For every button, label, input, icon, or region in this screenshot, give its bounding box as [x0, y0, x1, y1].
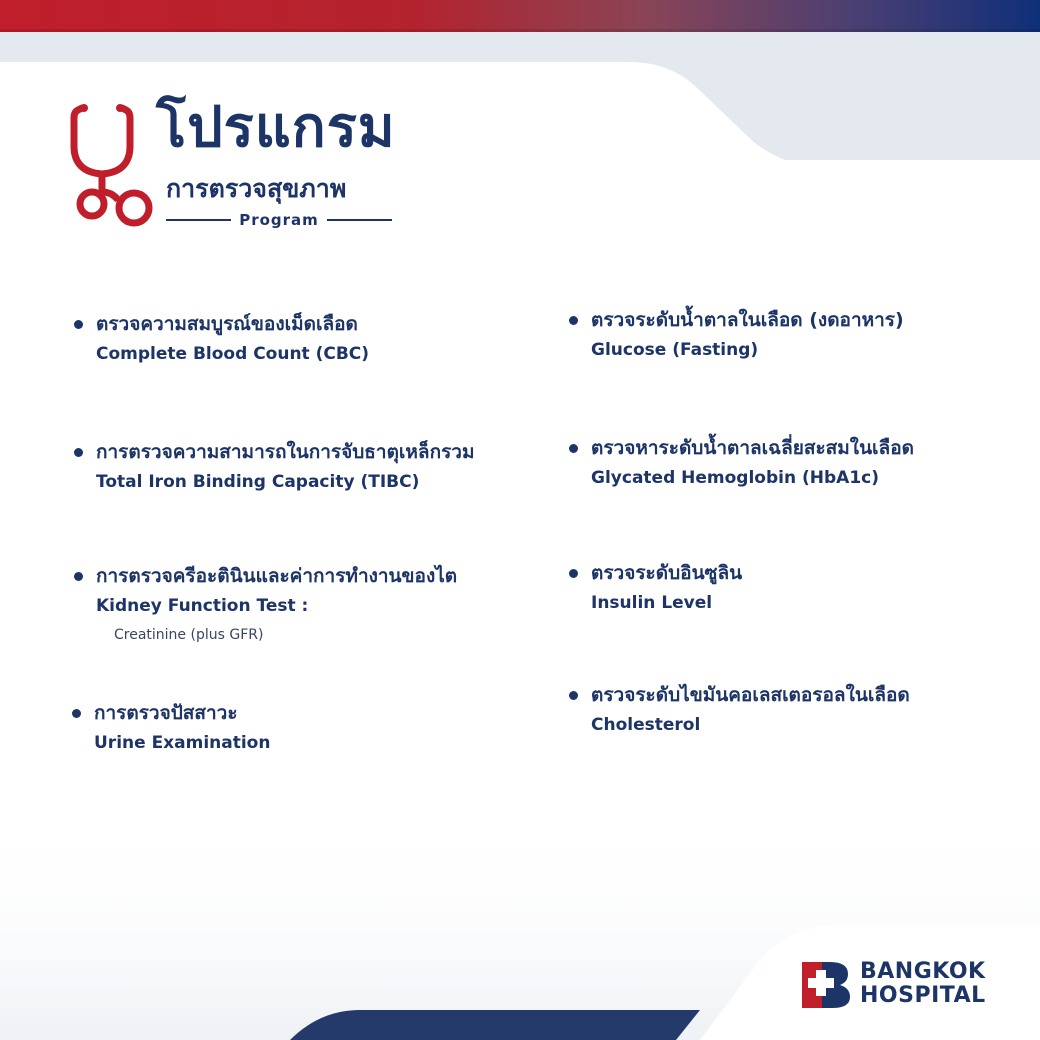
item-thai-label: การตรวจปัสสาวะ: [94, 702, 238, 724]
item-english-label: Urine Examination: [94, 733, 271, 753]
item-thai-label: ตรวจความสมบูรณ์ของเม็ดเลือด: [96, 313, 358, 335]
title-program-label: Program: [239, 211, 319, 229]
item-english-label: Complete Blood Count (CBC): [96, 344, 370, 364]
item-english-label: Glycated Hemoglobin (HbA1c): [591, 468, 879, 488]
item-note: Creatinine (plus GFR): [114, 627, 264, 643]
bullet-icon: [569, 569, 578, 578]
item-thai-label: ตรวจระดับน้ำตาลในเลือด (งดอาหาร): [591, 309, 904, 331]
bullet-icon: [569, 444, 578, 453]
item-english-label: Glucose (Fasting): [591, 340, 759, 360]
item-thai-label: ตรวจระดับอินซูลิน: [591, 562, 743, 584]
item-english-label: Kidney Function Test :: [96, 596, 309, 616]
brand-line-1: BANGKOK: [860, 959, 986, 984]
bullet-icon: [74, 448, 83, 457]
program-title-logo: [68, 96, 408, 236]
brand-name: [860, 960, 986, 1008]
bullet-icon: [569, 316, 578, 325]
item-english-label: Total Iron Binding Capacity (TIBC): [96, 472, 420, 492]
bullet-icon: [74, 572, 83, 581]
item-thai-label: การตรวจครีอะตินินและค่าการทำงานของไต: [96, 565, 458, 587]
item-thai-label: การตรวจความสามารถในการจับธาตุเหล็กรวม: [96, 441, 475, 463]
stethoscope-icon: [68, 96, 158, 236]
plus-b-logo-icon: [802, 960, 852, 1010]
item-thai-label: ตรวจหาระดับน้ำตาลเฉลี่ยสะสมในเลือด: [591, 437, 914, 459]
title-sub: การตรวจสุขภาพ: [166, 174, 347, 203]
bullet-icon: [569, 691, 578, 700]
bangkok-hospital-logo: [802, 960, 1012, 1012]
brand-line-2: HOSPITAL: [860, 983, 986, 1008]
item-thai-label: ตรวจระดับไขมันคอเลสเตอรอลในเลือด: [591, 684, 910, 706]
divider-line: [327, 219, 392, 221]
bullet-icon: [72, 709, 81, 718]
item-english-label: Insulin Level: [591, 593, 713, 613]
top-gradient-bar: [0, 0, 1040, 32]
divider-line: [166, 219, 231, 221]
title-program: [166, 210, 392, 230]
item-english-label: Cholesterol: [591, 715, 701, 735]
bullet-icon: [74, 320, 83, 329]
title-main: โปรแกรม: [156, 95, 396, 160]
